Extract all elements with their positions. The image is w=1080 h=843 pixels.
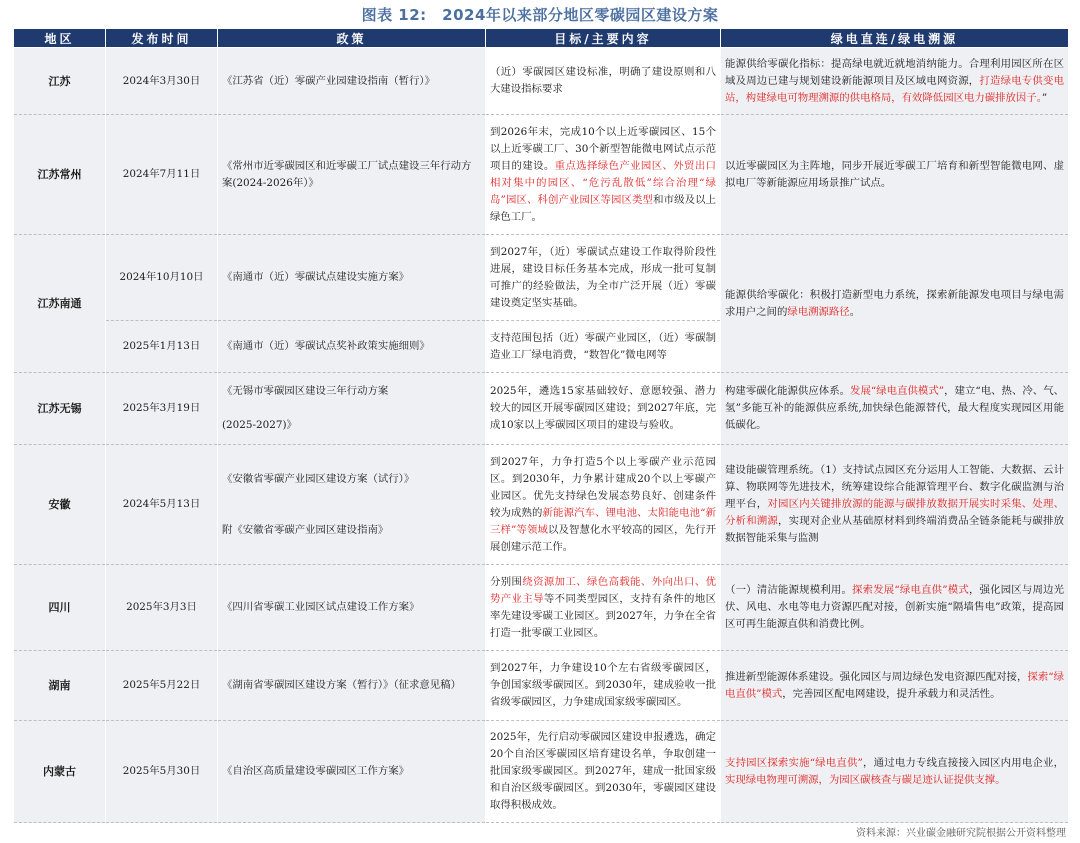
green-power-cell <box>721 721 1069 823</box>
goal-cell <box>486 321 721 373</box>
green-power-cell <box>721 48 1069 115</box>
region-cell: 安徽 <box>14 445 106 565</box>
policy-text: 附《安徽省零碳产业园区建设指南》 <box>222 523 389 536</box>
goal-text: 以及智慧化水平较高的园区，先行开展创建示范工作。 <box>490 523 717 553</box>
goal-text: 到2027年，（近）零碳试点建设工作取得阶段性进展，建设目标任务基本完成，形成一批可复制可推广的经验做法，为全市广泛开展（近）零碳建设奠定坚实基础。 <box>490 245 716 309</box>
goal-cell <box>486 115 721 235</box>
green-text: 以近零碳园区为主阵地，同步开展近零碳工厂培育和新型智能微电网、虚拟电厂等新能源应用场景推广试点。 <box>725 159 1064 189</box>
green-text: 建设能碳管理系统。（1）支持试点园区充分运用人工智能、大数据、云计算、物联网等先进技术，统筹建设综合能源管理平台、数字化碳监测与治理平台， <box>725 464 1064 510</box>
policy-cell: 《南通市（近）零碳试点建设实施方案》 <box>218 235 486 321</box>
table-row <box>14 721 1069 823</box>
header-region: 地区 <box>14 29 106 48</box>
header-policy: 政策 <box>218 29 486 48</box>
policy-cell: 《四川省零碳工业园区试点建设工作方案》 <box>218 565 486 651</box>
green-text: （一）清洁能源规模利用。 <box>725 584 853 596</box>
table-row <box>14 48 1069 115</box>
region-cell: 江苏南通 <box>14 235 106 373</box>
goal-text: 等不同类型园区，支持有条件的地区率先建设零碳工业园区。到2027年，力争在全省打造一批零碳工业园区。 <box>490 592 717 639</box>
goal-text: 支持范围包括（近）零碳产业园区，（近）零碳制造业工厂绿电消费，“数智化”微电网等 <box>490 331 716 361</box>
green-highlight: 绿电溯源路径 <box>787 305 850 318</box>
date-cell: 2025年5月30日 <box>106 721 218 823</box>
policy-cell: 《自治区高质量建设零碳园区工作方案》 <box>218 721 486 823</box>
green-highlight: 对园区内关键排放源的能源与碳排放数据开展实时采集、处理、分析和溯源 <box>725 498 1065 527</box>
policy-cell: 《江苏省（近）零碳产业园建设指南（暂行）》 <box>218 48 486 115</box>
date-cell: 2024年10月10日 <box>106 235 218 321</box>
green-highlight: 探索“绿电直供”模式 <box>725 670 1065 700</box>
region-cell: 江苏无锡 <box>14 373 106 445</box>
green-text: ，通过电力专线直接接入园区内用电企业， <box>862 756 1064 769</box>
goal-cell <box>486 651 721 721</box>
table-row <box>14 373 1069 445</box>
policy-cell: 《南通市（近）零碳试点奖补政策实施细则》 <box>218 321 486 373</box>
policy-text: 《安徽省零碳产业园区建设方案（试行）》 <box>222 472 415 485</box>
goal-text: 到2027年，力争打造5个以上零碳产业示范园区。到2030年，力争累计建成20个以上零碳产业园区。优先支持绿色发展态势良好、创建条件较为成熟的 <box>490 455 716 519</box>
goal-cell <box>486 373 721 445</box>
green-highlight: 支持园区探索实施“绿电直供” <box>725 756 863 769</box>
date-cell: 2025年1月13日 <box>106 321 218 373</box>
goal-cell <box>486 235 721 321</box>
goal-highlight: 新能源汽车、锂电池、太阳能电池“新三样”等领域 <box>490 506 717 536</box>
goal-text: 和市级及以上绿色工厂。 <box>490 193 717 223</box>
goal-highlight: 重点选择绿色产业园区、外贸出口相对集中的园区、“危污乱散低”综合治理“绿岛”园区、科创产业园区等园区类型 <box>490 159 717 206</box>
policy-table <box>13 28 1069 823</box>
goal-text: 到2027年，力争建设10个左右省级零碳园区，争创国家级零碳园区。到2030年，建成验收一批省级零碳园区，力争建成国家级零碳园区。 <box>490 662 716 708</box>
green-text: 能源供给零碳化指标：提高绿电就近就地消纳能力。合理利用园区所在区域及周边已建与规划建设新能源项目及区域电网资源， <box>725 57 1064 87</box>
region-cell: 江苏 <box>14 48 106 115</box>
date-cell: 2024年3月30日 <box>106 48 218 115</box>
date-cell: 2025年5月22日 <box>106 651 218 721</box>
goal-cell <box>486 48 721 115</box>
green-text: 推进新型能源体系建设。强化园区与周边绿色发电资源匹配对接， <box>725 670 1028 683</box>
green-highlight: 发展“绿电直供模式” <box>850 385 945 397</box>
goal-highlight: 绕资源加工、绿色高载能、外向出口、优势产业主导 <box>490 575 717 605</box>
figure-title: 图表 12: 2024年以来部分地区零碳园区建设方案 <box>361 6 719 24</box>
date-cell: 2024年5月13日 <box>106 445 218 565</box>
green-highlight: 实现绿电物理可溯源，为园区碳核查与碳足迹认证提供支撑。 <box>725 773 1006 786</box>
goal-text: 2025年，遴选15家基础较好、意愿较强、潜力较大的园区开展零碳园区建设；到2027年底，完成10家以上零碳园区项目的建设与验收。 <box>490 385 716 431</box>
policy-cell: 《常州市近零碳园区和近零碳工厂试点建设三年行动方案(2024-2026年）》 <box>218 115 486 235</box>
green-power-cell <box>721 115 1069 235</box>
table-row <box>14 445 1069 565</box>
table-row <box>14 651 1069 721</box>
policy-text: (2025-2027)》 <box>222 419 297 431</box>
green-power-cell <box>721 651 1069 721</box>
region-cell: 江苏常州 <box>14 115 106 235</box>
green-text: ，实现对企业从基础原材料到终端消费品全链条能耗与碳排放数据智能采集与监测 <box>725 515 1065 544</box>
header-goal: 目标/主要内容 <box>486 29 721 48</box>
header-green-power: 绿电直连/绿电溯源 <box>721 29 1069 48</box>
table-row <box>14 565 1069 651</box>
source-note: 资料来源：兴业碳金融研究院根据公开资料整理 <box>856 828 1066 839</box>
goal-text: 到2026年末，完成10个以上近零碳园区、15个以上近零碳工厂、30个新型智能微电网试点示范项目的建设。 <box>490 125 716 172</box>
green-text: ，完善园区配电网建设，提升承载力和灵活性。 <box>782 687 1001 700</box>
green-text: 能源供给零碳化：积极打造新型电力系统，探索新能源发电项目与绿电需求用户之间的 <box>725 288 1064 318</box>
date-cell: 2024年7月11日 <box>106 115 218 235</box>
goal-text: （近）零碳园区建设标准，明确了建设原则和八大建设指标要求 <box>490 66 716 95</box>
green-power-cell <box>721 235 1069 373</box>
green-text: 构建零碳化能源供应体系。 <box>725 385 851 397</box>
green-highlight: 探索发展“绿电直供”模式 <box>852 584 969 596</box>
green-text: ，强化园区与周边光伏、风电、水电等电力资源匹配对接，创新实施“隔墙售电”政策，提高园区可再生能源直供和消费比例。 <box>725 584 1065 630</box>
region-cell: 湖南 <box>14 651 106 721</box>
goal-cell <box>486 721 721 823</box>
green-text: ” <box>1041 91 1048 104</box>
policy-cell <box>218 373 486 445</box>
goal-text: 2025年，先行启动零碳园区建设申报遴选，确定20个自治区零碳园区培育建设名单，争取创建一批国家级零碳园区。到2027年，建成一批国家级和自治区级零碳园区。到2030年，零碳园区建设取得积极成效。 <box>490 731 716 811</box>
table-row <box>14 115 1069 235</box>
policy-cell <box>218 445 486 565</box>
green-power-cell <box>721 565 1069 651</box>
goal-text: 分别围 <box>490 575 523 588</box>
policy-cell: 《湖南省零碳园区建设方案（暂行）》（征求意见稿） <box>218 651 486 721</box>
green-text: ，建立“电、热、冷、气、氢”多能互补的能源供应系统,加快绿色能源替代，最大程度实现园区用能低碳化。 <box>725 385 1065 431</box>
goal-cell <box>486 565 721 651</box>
green-highlight: 打造绿电专供变电站，构建绿电可物理溯源的供电格局，有效降低园区电力碳排放因子。 <box>725 74 1064 104</box>
date-cell: 2025年3月3日 <box>106 565 218 651</box>
date-cell: 2025年3月19日 <box>106 373 218 445</box>
green-power-cell <box>721 445 1069 565</box>
header-date: 发布时间 <box>106 29 218 48</box>
green-power-cell <box>721 373 1069 445</box>
policy-text: 《无锡市零碳园区建设三年行动方案 <box>222 385 389 397</box>
green-text: 。 <box>849 305 861 318</box>
table-row <box>14 235 1069 321</box>
table-header-row <box>14 29 1069 48</box>
goal-cell <box>486 445 721 565</box>
region-cell: 内蒙古 <box>14 721 106 823</box>
region-cell: 四川 <box>14 565 106 651</box>
